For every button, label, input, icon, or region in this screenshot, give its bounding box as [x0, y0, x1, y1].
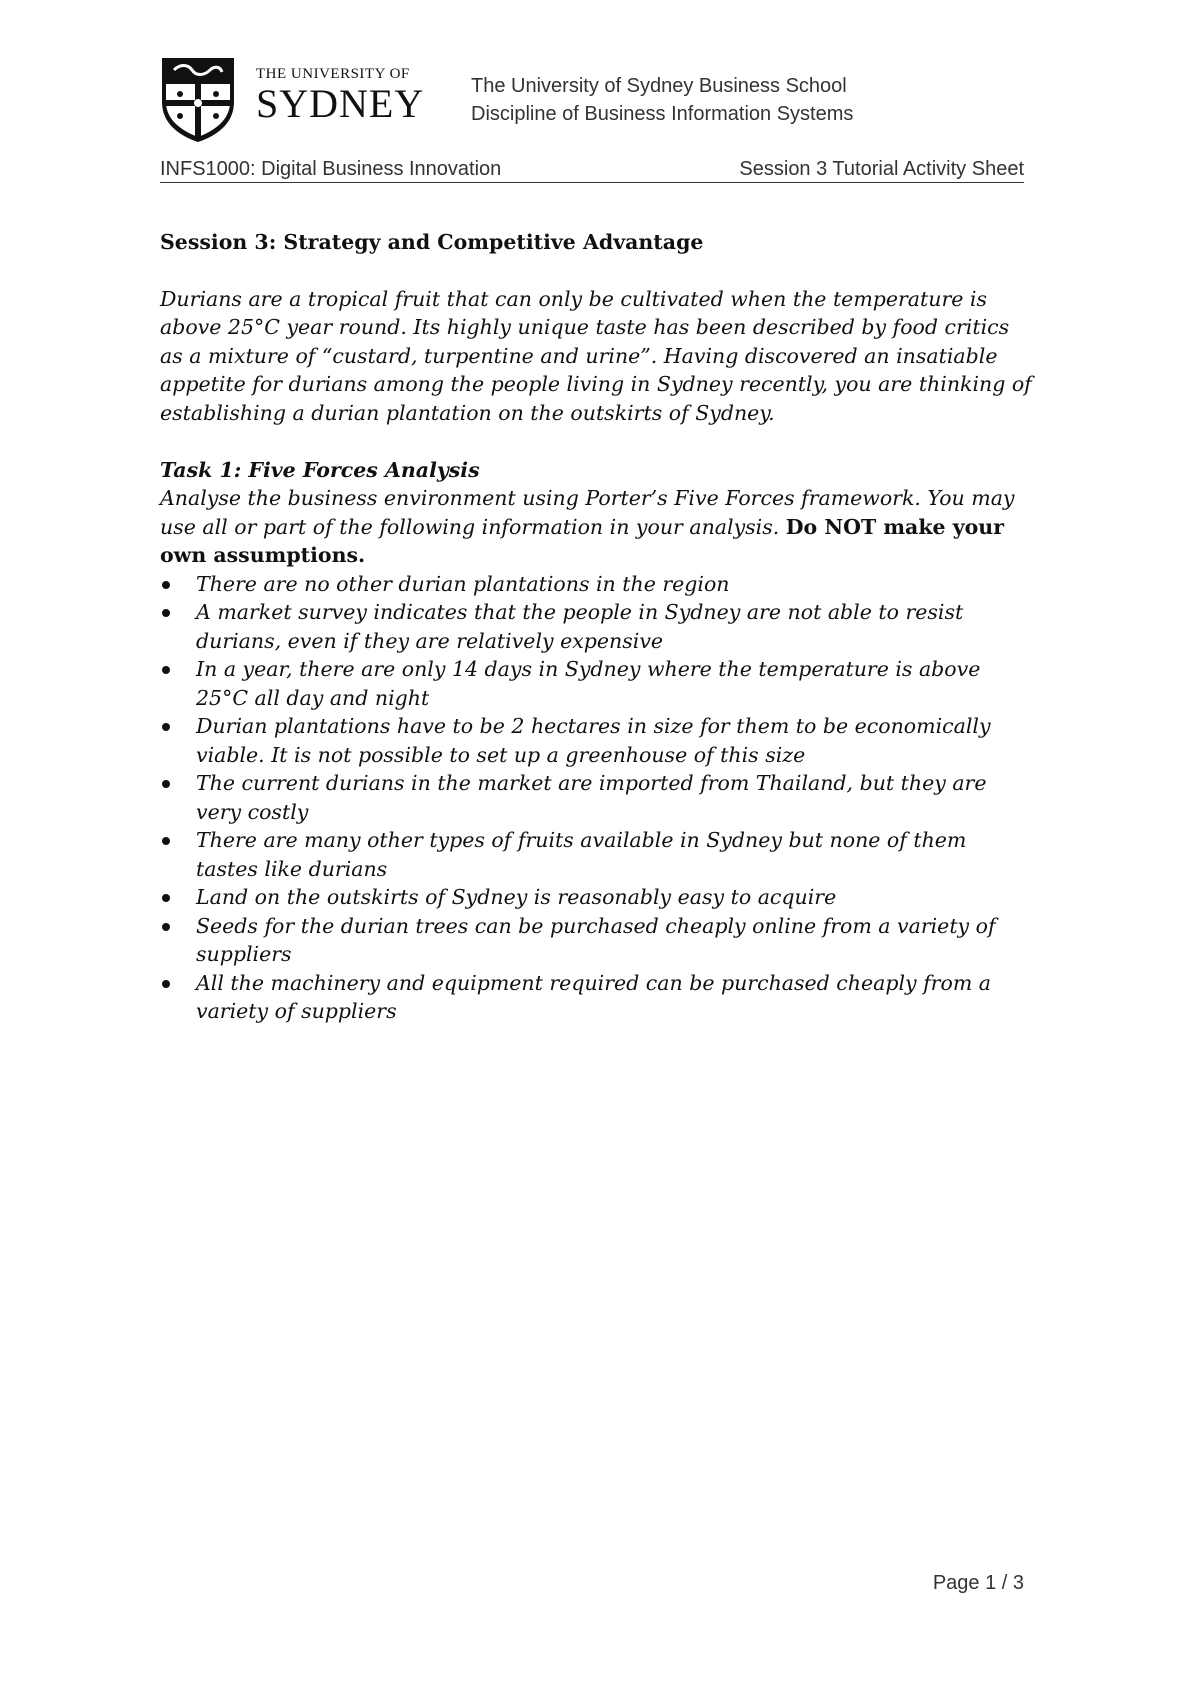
list-item: There are many other types of fruits available in Sydney but none of them tastes like durians	[160, 826, 1032, 883]
school-info	[471, 72, 853, 128]
list-item: Durian plantations have to be 2 hectares in size for them to be economically viable. It is not possible to set up a greenhouse of this size	[160, 712, 1032, 769]
list-item: Seeds for the durian trees can be purchased cheaply online from a variety of suppliers	[160, 912, 1032, 969]
task-instructions: Analyse the business environment using Porter’s Five Forces framework. You may use all or part of the following information in your analysis.	[160, 486, 1015, 539]
course-header-bar	[160, 156, 1024, 183]
list-item: In a year, there are only 14 days in Sydney where the temperature is above 25°C all day and night	[160, 655, 1032, 712]
university-logo	[160, 56, 430, 144]
task-description	[160, 484, 1032, 570]
list-item: The current durians in the market are imported from Thailand, but they are very costly	[160, 769, 1032, 826]
university-crest-icon	[160, 56, 236, 144]
wordmark-line1: THE UNIVERSITY OF	[256, 66, 410, 82]
school-name: The University of Sydney Business School	[471, 75, 847, 97]
list-item: A market survey indicates that the people in Sydney are not able to resist durians, even if they are relatively expensive	[160, 598, 1032, 655]
task-emphasis: Do NOT make your own assumptions.	[160, 514, 1005, 567]
course-title: INFS1000: Digital Business Innovation	[160, 158, 502, 180]
list-item: Land on the outskirts of Sydney is reasonably easy to acquire	[160, 883, 1032, 912]
page-number: Page 1 / 3	[932, 1572, 1024, 1594]
document-content	[160, 228, 1032, 1026]
information-list	[160, 570, 1032, 1026]
task-title: Task 1: Five Forces Analysis	[160, 457, 480, 482]
list-item: All the machinery and equipment required can be purchased cheaply from a variety of suppliers	[160, 969, 1032, 1026]
intro-paragraph: Durians are a tropical fruit that can only be cultivated when the temperature is above 25°C year round. Its highly unique taste has been described by food critics as a mixture of “custard, turpentine and urine”. Having discovered an insatiable appetite for durians among the people living in Sydney recently, you are thinking of establishing a durian plantation on the outskirts of Sydney.	[160, 286, 1032, 425]
discipline-name: Discipline of Business Information Systems	[471, 103, 854, 125]
session-title: Session 3: Strategy and Competitive Advantage	[160, 230, 704, 254]
university-wordmark	[256, 66, 424, 124]
wordmark-line2: SYDNEY	[256, 81, 425, 126]
list-item: There are no other durian plantations in the region	[160, 570, 1032, 599]
sheet-title: Session 3 Tutorial Activity Sheet	[739, 158, 1024, 180]
